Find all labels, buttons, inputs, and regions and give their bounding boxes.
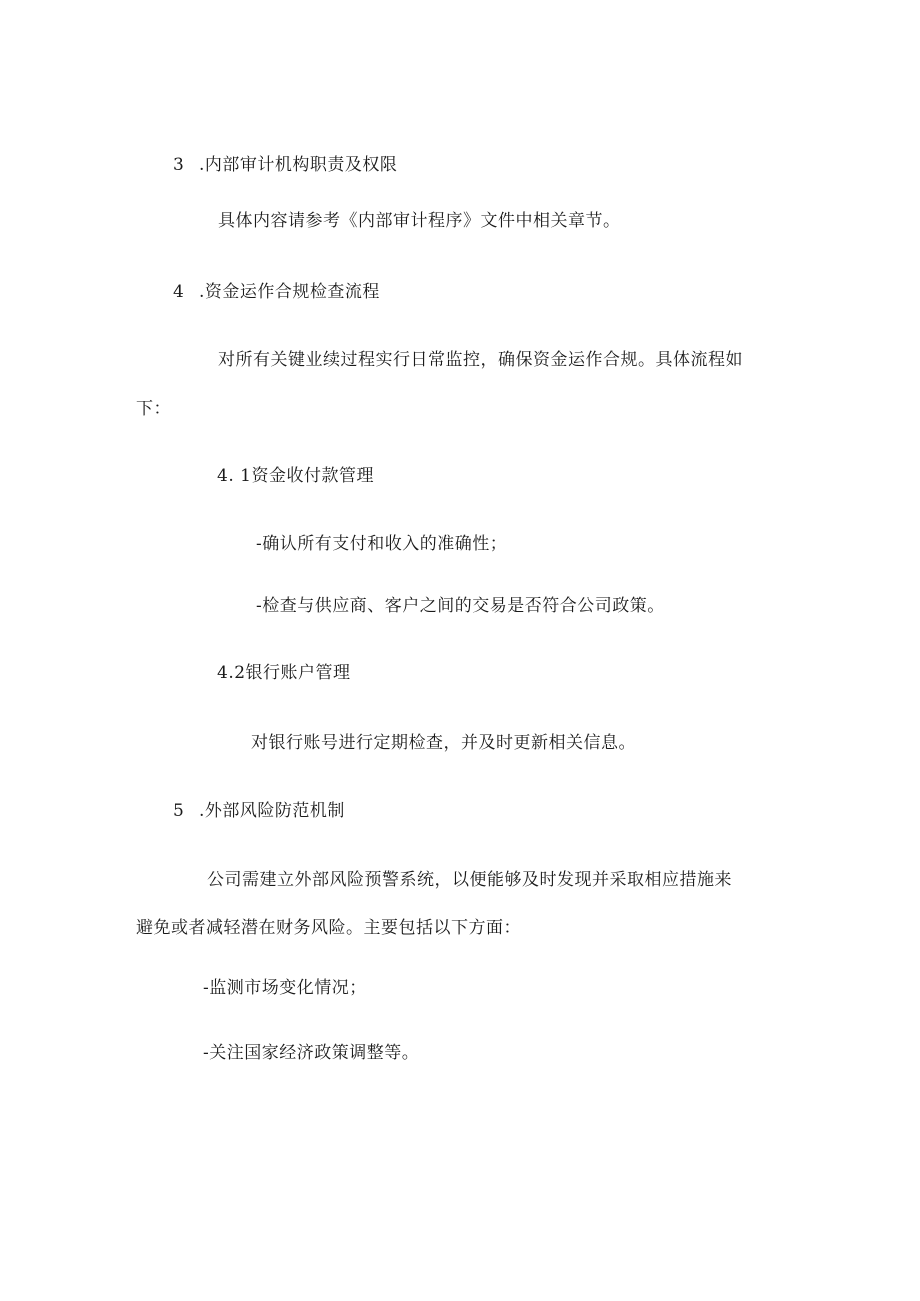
section-number: 4 [173,282,185,302]
paragraph-line: 对所有关键业续过程实行日常监控，确保资金运作合规。具体流程如 [218,350,743,370]
section-title: .内部审计机构职责及权限 [199,155,398,175]
section-title: .外部风险防范机制 [199,801,345,821]
paragraph-line: 下： [136,399,171,419]
list-item: -检查与供应商、客户之间的交易是否符合公司政策。 [256,596,665,616]
section-title: .资金运作合规检查流程 [199,282,380,302]
list-item: -确认所有支付和收入的准确性； [256,534,508,554]
list-item: -关注国家经济政策调整等。 [203,1043,420,1063]
paragraph-line: 避免或者减轻潜在财务风险。主要包括以下方面： [136,918,521,938]
subsection-heading: 4.2银行账户管理 [217,663,351,683]
section-heading-3 [173,154,397,176]
section-number: 3 [173,155,185,175]
subsection-heading: 4. 1资金收付款管理 [217,466,374,486]
paragraph: 具体内容请参考《内部审计程序》文件中相关章节。 [218,211,621,231]
paragraph-line: 公司需建立外部风险预警系统，以便能够及时发现并采取相应措施来 [207,870,732,890]
section-heading-5 [173,800,345,822]
paragraph: 对银行账号进行定期检查，并及时更新相关信息。 [251,733,636,753]
section-number: 5 [173,801,185,821]
section-heading-4 [173,281,380,303]
list-item: -监测市场变化情况； [203,978,367,998]
